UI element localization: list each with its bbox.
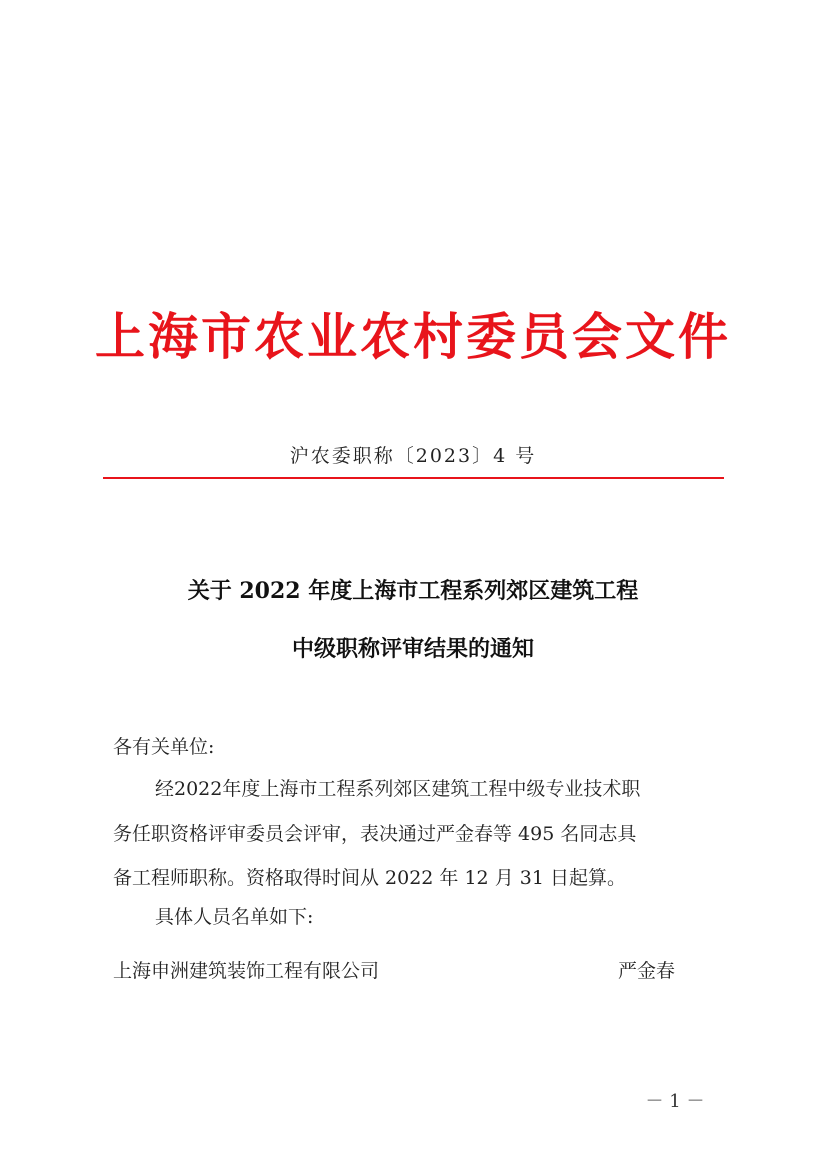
notice-title-line-2: 中级职称评审结果的通知 xyxy=(291,636,534,662)
notice-title-line-1: 关于 2022 年度上海市工程系列郊区建筑工程 xyxy=(187,578,639,604)
list-item-company: 上海申洲建筑装饰工程有限公司 xyxy=(113,960,380,982)
salutation: 各有关单位: xyxy=(113,736,215,758)
list-intro-text: 具体人员名单如下: xyxy=(155,906,314,928)
list-item-person: 严金春 xyxy=(618,960,676,982)
body-paragraph-line-2: 务任职资格评审委员会评审，表决通过严金春等 495 名同志具 xyxy=(113,823,637,845)
document-number: 沪农委职称〔2023〕4 号 xyxy=(289,445,537,467)
page-number: － 1 － xyxy=(645,1091,705,1112)
list-item xyxy=(113,957,713,985)
header-red-rule xyxy=(103,477,724,479)
organization-header-title: 上海市农业农村委员会文件 xyxy=(95,308,731,366)
body-paragraph-line-3: 备工程师职称。资格取得时间从 2022 年 12 月 31 日起算。 xyxy=(113,867,626,889)
body-paragraph-line-1: 经2022年度上海市工程系列郊区建筑工程中级专业技术职 xyxy=(155,778,641,800)
